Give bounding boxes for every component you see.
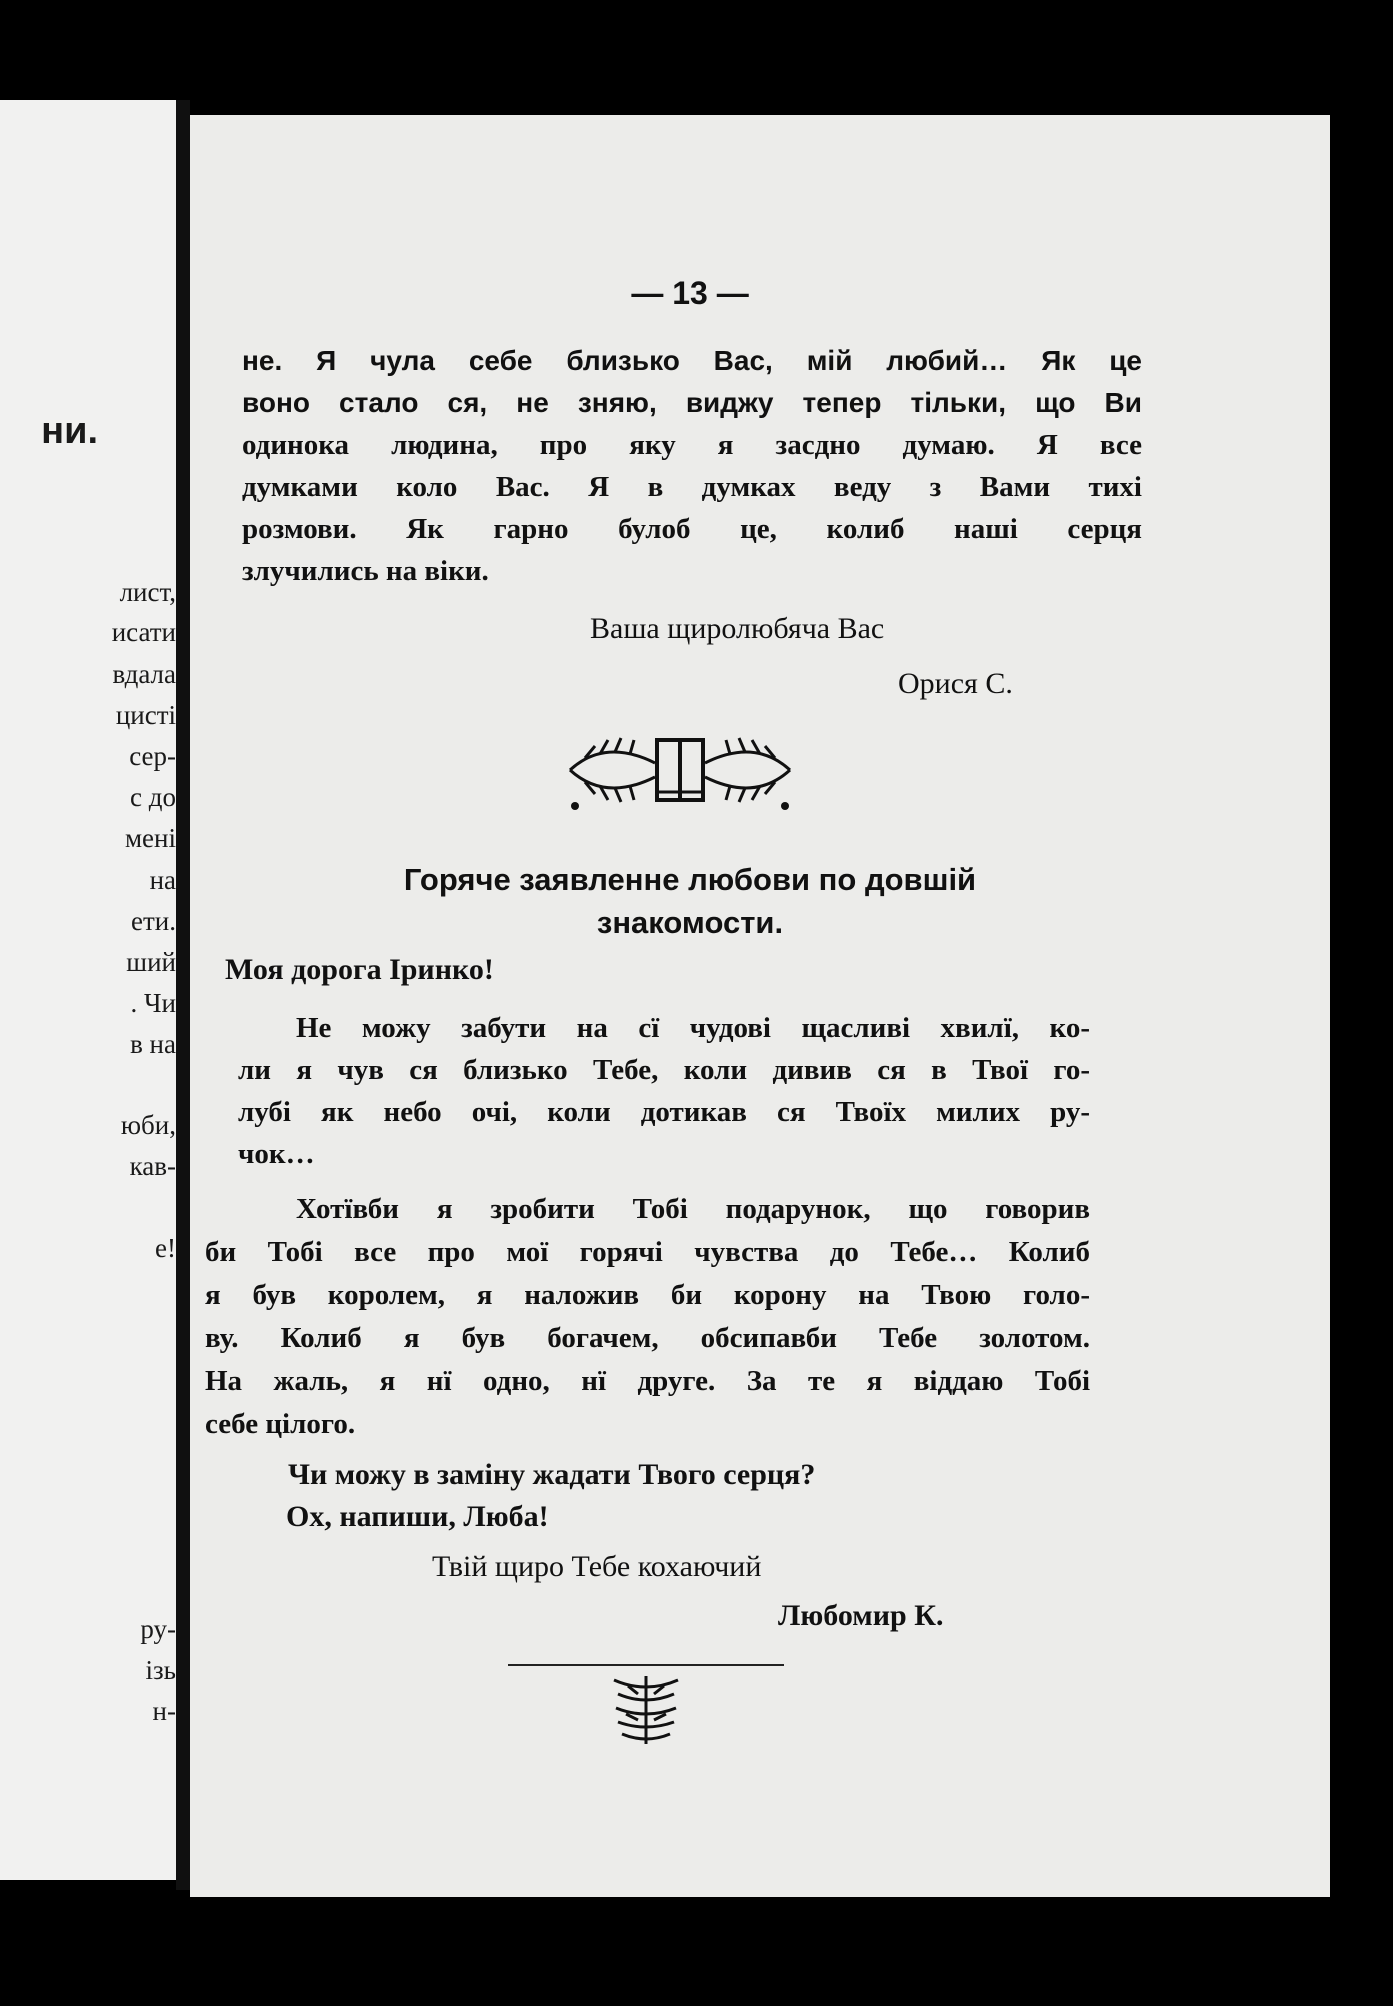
left-page-fragment: ший — [126, 947, 176, 977]
letter-line: себе цілого. — [205, 1408, 356, 1440]
letter-signature: Орися С. — [898, 667, 1013, 700]
letter-closing: Ваша щиролюбяча Вас — [590, 612, 885, 645]
letter-line: Хотївби я зробити Тобі подарунок, що говорив — [296, 1193, 1090, 1225]
letter-line: не. Я чула себе близько Вас, мій любий… Як це — [242, 345, 1142, 376]
leaf-ornament-icon — [565, 728, 795, 812]
previous-page-fragment — [0, 100, 176, 1880]
letter-signature: Любомир К. — [778, 1599, 944, 1632]
letter-line: Не можу забути на сї чудові щасливі хвилї, ко- — [296, 1012, 1090, 1044]
book-page — [190, 115, 1330, 1897]
letter-line: На жаль, я нї одно, нї друге. За те я віддаю Тобі — [205, 1365, 1090, 1397]
left-page-fragment: лист, — [119, 577, 176, 607]
wheat-sheaf-icon — [608, 1672, 684, 1746]
letter-question: Чи можу в заміну жадати Твого серця? — [288, 1458, 816, 1491]
left-page-fragment: сер- — [129, 741, 176, 771]
left-page-fragment: исати — [111, 617, 176, 647]
left-page-fragment: в на — [130, 1029, 176, 1059]
letter-line: воно стало ся, не зняю, виджу тепер тільки, що Ви — [242, 387, 1142, 418]
left-page-fragment: вдала — [112, 659, 176, 689]
left-page-fragment: ізь — [145, 1655, 176, 1685]
letter-line: ву. Колиб я був богачем, обсипавби Тебе золотом. — [205, 1322, 1090, 1354]
letter-line: лубі як небо очі, коли дотикав ся Твоїх милих ру- — [238, 1096, 1090, 1128]
letter-title: Горяче заявленне любови по довшій — [403, 862, 977, 897]
left-page-fragment: юби, — [120, 1110, 176, 1140]
letter-line: ли я чув ся близько Тебе, коли дивив ся в Твої го- — [238, 1054, 1090, 1086]
letter-line: розмови. Як гарно булоб це, колиб наші серця — [242, 513, 1142, 545]
letter-plea: Ох, напиши, Люба! — [286, 1500, 549, 1533]
letter-title: знакомости. — [596, 905, 784, 940]
left-page-fragment: цисті — [115, 700, 176, 730]
letter-line: я був королем, я наложив би корону на Твою голо- — [205, 1279, 1090, 1311]
left-page-fragment: с до — [130, 782, 176, 812]
letter-line: би Тобі все про мої горячі чувства до Тебе… Колиб — [205, 1236, 1090, 1268]
left-page-fragment: кав- — [129, 1151, 176, 1181]
left-page-fragment: н- — [152, 1696, 176, 1726]
letter-closing: Твій щиро Тебе кохаючий — [432, 1550, 762, 1583]
left-page-fragment: . Чи — [130, 988, 176, 1018]
left-page-fragment: мені — [124, 823, 176, 853]
letter-line: чок… — [238, 1138, 315, 1170]
letter-line: думками коло Вас. Я в думках веду з Вами тихі — [242, 471, 1142, 503]
left-page-heading: ни. — [41, 410, 98, 452]
left-page-fragment: на — [149, 865, 176, 895]
divider-line — [508, 1664, 784, 1666]
letter-greeting: Моя дорога Іринко! — [225, 953, 494, 986]
left-page-fragment: ру- — [140, 1614, 176, 1644]
letter-line: злучились на віки. — [242, 555, 489, 587]
letter-line: одинока людина, про яку я засдно думаю. Я все — [242, 429, 1142, 461]
left-page-fragment: е! — [155, 1233, 176, 1263]
left-page-fragment: ети. — [131, 906, 176, 936]
page-number: — 13 — — [631, 275, 749, 311]
page-gutter — [176, 100, 190, 1890]
